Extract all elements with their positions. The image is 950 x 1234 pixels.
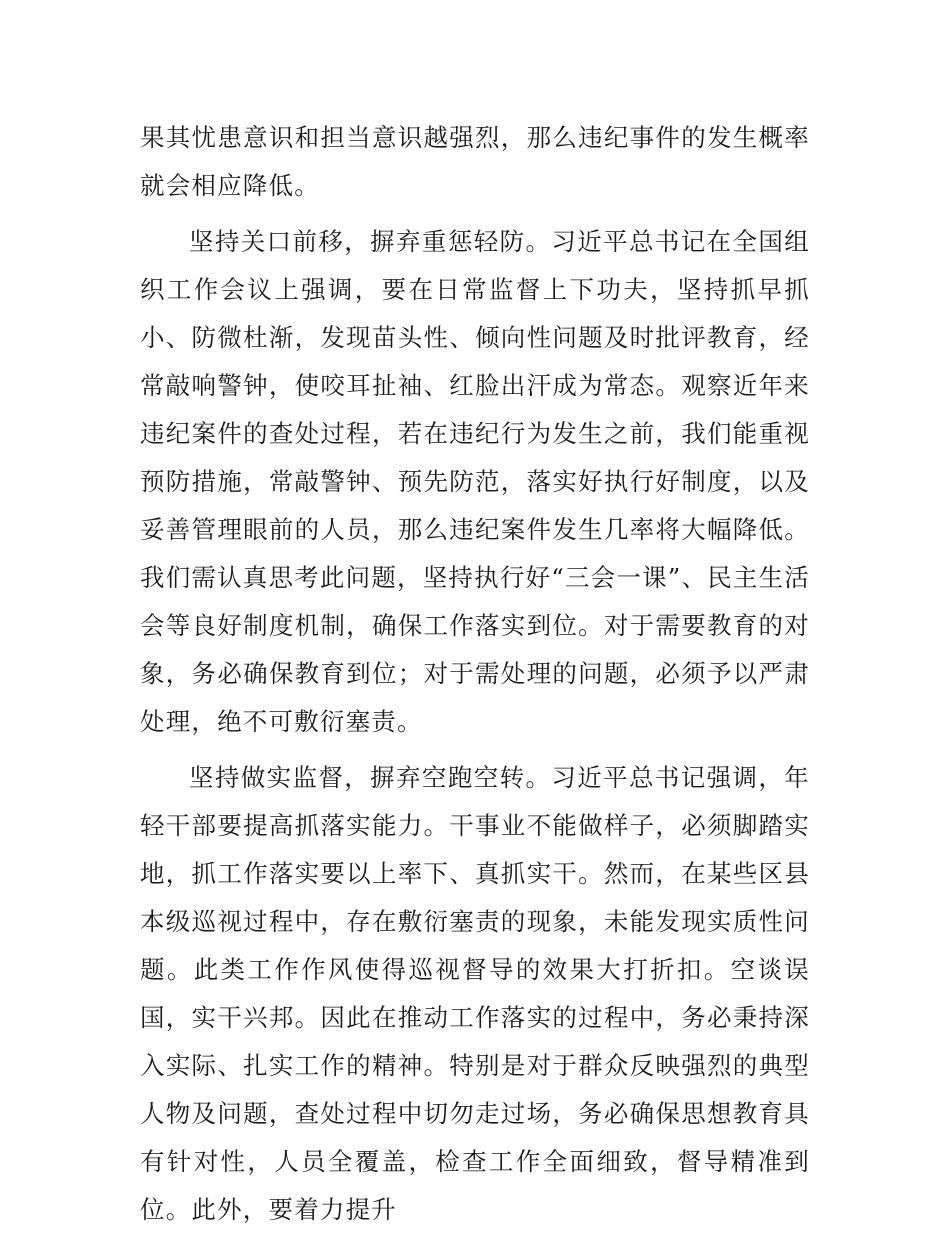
paragraph-continuation: 果其忧患意识和担当意识越强烈，那么违纪事件的发生概率就会相应降低。 <box>140 123 810 200</box>
paragraph-supervision: 坚持做实监督，摒弃空跑空转。习近平总书记强调，年轻干部要提高抓落实能力。干事业不能做样子，必须脚踏实地，抓工作落实要以上率下、真抓实干。然而，在某些区县本级巡视过程中，存在敷衍塞责的现象，未能发现实质性问题。此类工作作风使得巡视督导的效果大打折扣。空谈误国，实干兴邦。因此在推动工作落实的过程中，务必秉持深入实际、扎实工作的精神。特别是对于群众反映强烈的典型人物及问题，查处过程中切勿走过场，务必确保思想教育具有针对性，人员全覆盖，检查工作全面细致，督导精准到位。此外，要着力提升 <box>140 763 810 1224</box>
body-text <box>140 114 810 1234</box>
paragraph-prevention: 坚持关口前移，摒弃重惩轻防。习近平总书记在全国组织工作会议上强调，要在日常监督上下功夫，坚持抓早抓小、防微杜渐，发现苗头性、倾向性问题及时批评教育，经常敲响警钟，使咬耳扯袖、红脸出汗成为常态。观察近年来违纪案件的查处过程，若在违纪行为发生之前，我们能重视预防措施，常敲警钟、预先防范，落实好执行好制度，以及妥善管理眼前的人员，那么违纪案件发生几率将大幅降低。我们需认真思考此问题，坚持执行好“三会一课”、民主生活会等良好制度机制，确保工作落实到位。对于需要教育的对象，务必确保教育到位；对于需处理的问题，必须予以严肃处理，绝不可敷衍塞责。 <box>140 227 810 736</box>
